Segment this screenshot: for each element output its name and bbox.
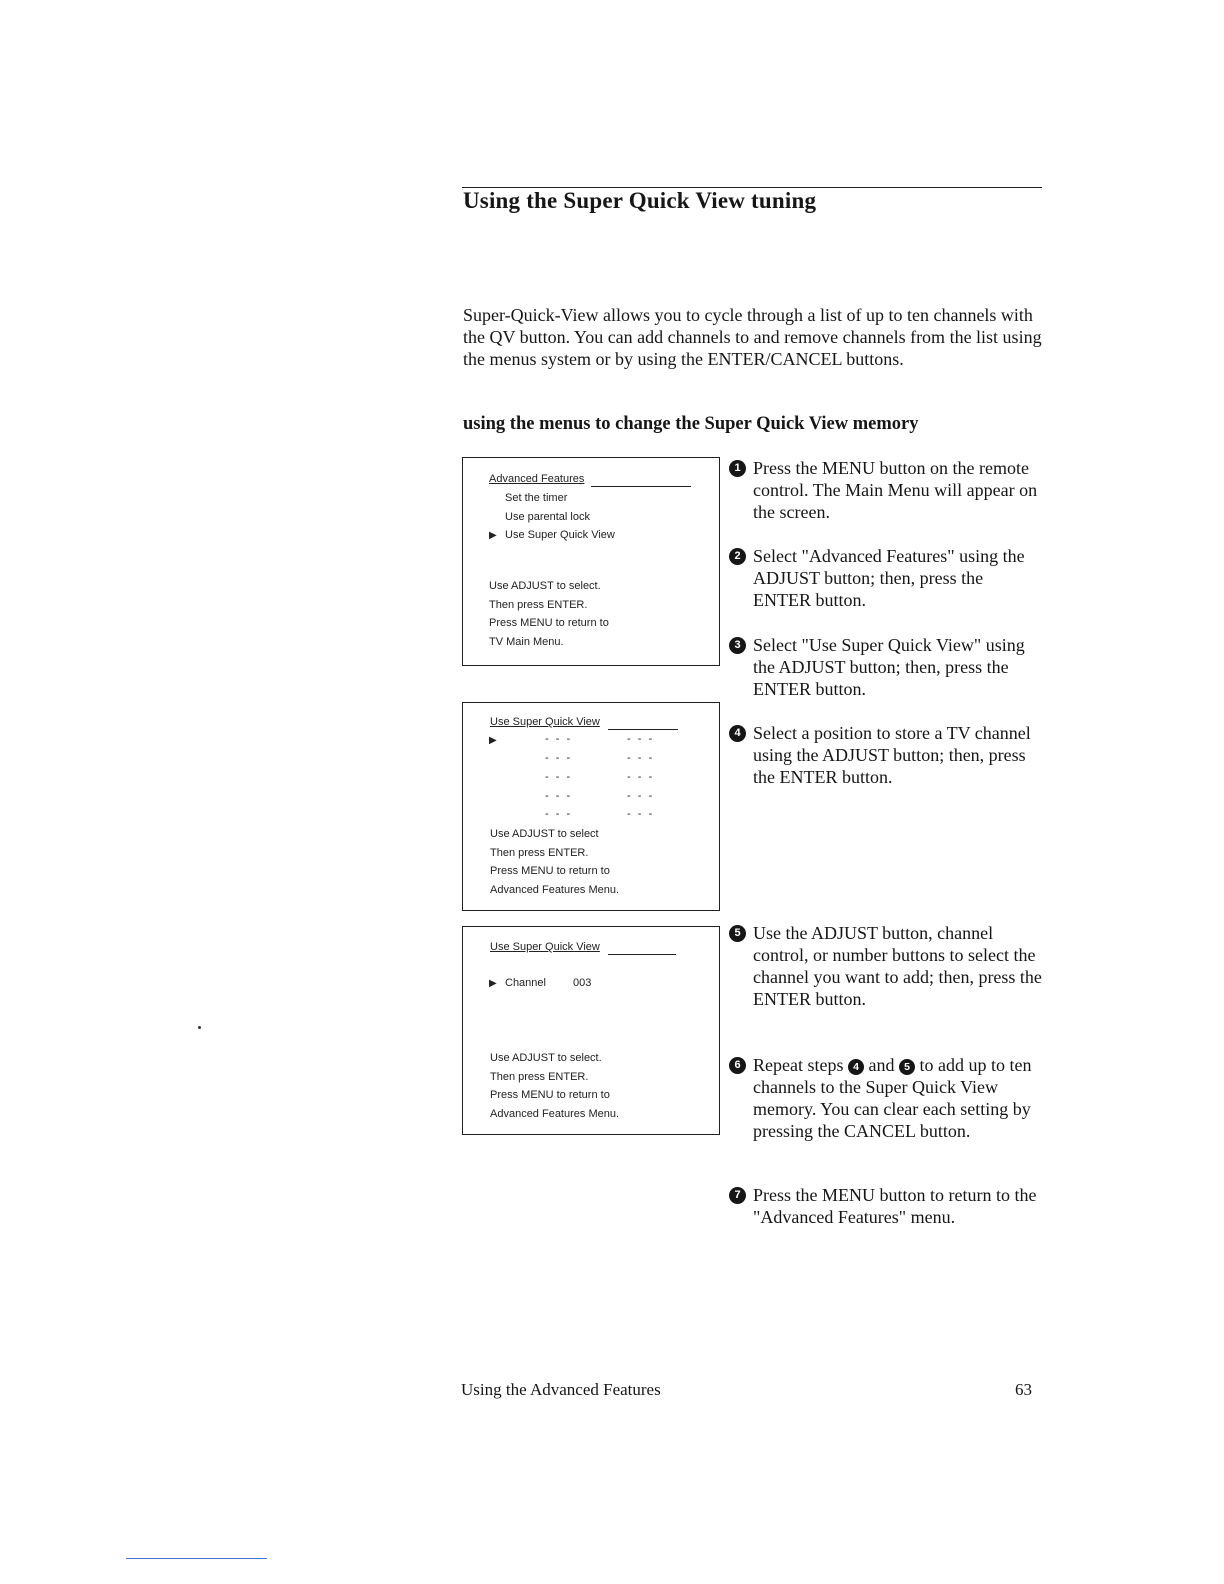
step-number-icon: 4 [729, 725, 746, 742]
slot-channel: - - - [545, 808, 573, 820]
step-text: Select "Advanced Features" using the ADJUST button; then, press the ENTER button. [753, 546, 1025, 610]
slot-channel: - - - [545, 752, 573, 764]
step-text: Select "Use Super Quick View" using the ADJUST button; then, press the ENTER button. [753, 635, 1025, 699]
help-line: Then press ENTER. [490, 847, 589, 859]
step-text: Use the ADJUST button, channel control, or number buttons to select the channel you want to add; then, press the ENTER button. [753, 923, 1042, 1009]
step-ref-icon: 4 [848, 1059, 864, 1075]
step-text-part: and [868, 1055, 895, 1075]
scan-speck [198, 1026, 201, 1029]
slot-name: - - - [627, 752, 655, 764]
help-line: Advanced Features Menu. [490, 884, 620, 896]
help-line: TV Main Menu. [489, 636, 564, 648]
menu-title: Advanced Features [489, 473, 585, 485]
advanced-features-screen [462, 457, 720, 666]
help-line: Then press ENTER. [490, 1071, 589, 1083]
channel-value: 003 [573, 977, 592, 989]
footer-section-title: Using the Advanced Features [461, 1380, 661, 1399]
slot-name: - - - [627, 790, 655, 802]
slot-name: - - - [627, 771, 655, 783]
step-text [753, 1054, 1045, 1142]
page-title: Using the Super Quick View tuning [463, 188, 817, 213]
step-number-icon: 3 [729, 637, 746, 654]
selection-arrow-icon: ▶ [489, 735, 497, 746]
menu-item-parental-lock: Use parental lock [505, 511, 590, 523]
menu-title-rule [591, 486, 691, 487]
step-text: Press the MENU button on the remote control. The Main Menu will appear on the screen. [753, 458, 1038, 522]
step-number-icon: 2 [729, 548, 746, 565]
selection-arrow-icon: ▶ [489, 978, 497, 989]
step-number-icon: 1 [729, 460, 746, 477]
menu-title: Use Super Quick View [490, 716, 600, 728]
slot-channel: - - - [545, 771, 573, 783]
help-line: Then press ENTER. [489, 599, 588, 611]
help-line: Press MENU to return to [490, 1089, 610, 1101]
slot-channel: - - - [545, 790, 573, 802]
menu-title-rule [608, 954, 676, 955]
scan-edge-line [126, 1558, 267, 1559]
help-line: Press MENU to return to [489, 617, 609, 629]
help-line: Use ADJUST to select. [489, 580, 601, 592]
super-quick-view-list-screen [462, 702, 720, 911]
menu-item-super-quick-view: Use Super Quick View [505, 529, 615, 541]
step-text: Press the MENU button to return to the "Advanced Features" menu. [753, 1185, 1037, 1227]
help-line: Press MENU to return to [490, 865, 610, 877]
step-text-part: Repeat steps [753, 1055, 844, 1075]
section-subheading: using the menus to change the Super Quick View memory [463, 414, 919, 434]
channel-label: Channel [505, 977, 546, 989]
menu-title-rule [608, 729, 678, 730]
step-number-icon: 6 [729, 1057, 746, 1074]
help-line: Advanced Features Menu. [490, 1108, 620, 1120]
slot-name: - - - [627, 808, 655, 820]
step-text: Select a position to store a TV channel using the ADJUST button; then, press the ENTER button. [753, 723, 1031, 787]
slot-channel: - - - [545, 733, 573, 745]
selection-arrow-icon: ▶ [489, 530, 497, 541]
super-quick-view-channel-screen [462, 926, 720, 1135]
menu-title: Use Super Quick View [490, 941, 600, 953]
step-number-icon: 5 [729, 925, 746, 942]
step-ref-icon: 5 [899, 1059, 915, 1075]
step-text-part: to add up to ten channels to the Super Quick View memory. You can clear each setting by pressing the CANCEL button. [753, 1055, 1032, 1141]
slot-name: - - - [627, 733, 655, 745]
menu-item-set-timer: Set the timer [505, 492, 568, 504]
help-line: Use ADJUST to select [490, 828, 599, 840]
intro-paragraph: Super-Quick-View allows you to cycle through a list of up to ten channels with the QV button. You can add channels to and remove channels from the list using the menus system or by using the ENTER/CANCEL buttons. [463, 305, 1042, 369]
help-line: Use ADJUST to select. [490, 1052, 602, 1064]
step-number-icon: 7 [729, 1187, 746, 1204]
page-number: 63 [1015, 1380, 1032, 1399]
